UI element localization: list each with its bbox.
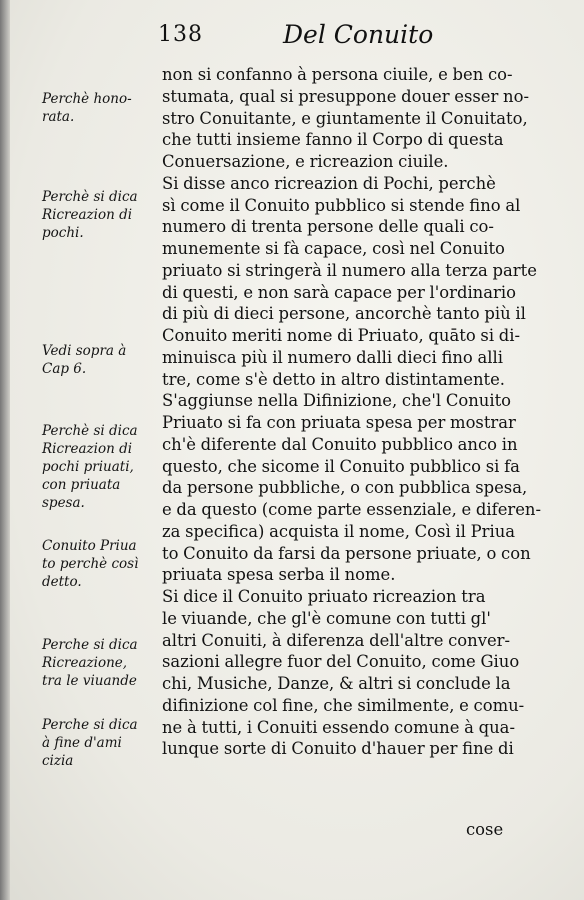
text-line: non si confanno à persona ciuile, e ben co-	[162, 65, 513, 84]
text-line: ch'è diferente dal Conuito pubblico anco in	[162, 434, 518, 454]
margin-note: Perche si dica Ricreazione, tra le viuande	[42, 637, 138, 689]
text-line: Priuato si fa con priuata spesa per mostrar	[162, 413, 516, 432]
text-line: di questi, e non sarà capace per l'ordinario	[162, 282, 516, 302]
margin-note: Perchè si dica Ricreazion di pochi priuati, con priuata spesa.	[42, 423, 138, 511]
text-line: priuato si stringerà il numero alla terza parte	[162, 260, 537, 280]
text-line: munemente si fà capace, così nel Conuito	[162, 239, 505, 258]
page-header	[0, 22, 584, 62]
text-line: Conuersazione, e ricreazion ciuile.	[162, 152, 449, 171]
text-line: sazioni allegre fuor del Conuito, come Giuo	[162, 652, 520, 672]
text-line: lunque sorte di Conuito d'hauer per fine di	[162, 739, 514, 759]
text-line: e da questo (come parte essenziale, e diferen-	[162, 500, 542, 519]
running-title: Del Conuito	[283, 20, 434, 49]
text-line: di più di dieci persone, ancorchè tanto più il	[162, 304, 526, 324]
gutter-shadow	[0, 0, 10, 900]
page-number: 138	[158, 22, 203, 47]
text-line: za specifica) acquista il nome, Così il Priua	[162, 521, 516, 541]
text-line: stumata, qual si presuppone douer esser no-	[162, 86, 529, 106]
text-line: S'aggiunse nella Difinizione, che'l Conuito	[162, 391, 512, 411]
text-line: stro Conuitante, e giuntamente il Conuitato,	[162, 108, 528, 128]
text-line: ne à tutti, i Conuiti essendo comune à qua-	[162, 717, 515, 737]
text-line: sì come il Conuito pubblico si stende fino al	[162, 195, 521, 215]
text-line: to Conuito da farsi da persone priuate, o con	[162, 543, 531, 563]
margin-note: Perche si dica à fine d'ami cizia	[42, 717, 138, 769]
text-line: Si dice il Conuito priuato ricreazion tra	[162, 587, 486, 606]
text-line: priuata spesa serba il nome.	[162, 565, 396, 585]
text-line: questo, che sicome il Conuito pubblico si fa	[162, 456, 520, 476]
text-line: difinizione col fine, che similmente, e comu-	[162, 695, 525, 715]
text-line: Conuito meriti nome di Priuato, quāto si di-	[162, 326, 521, 345]
text-line: che tutti insieme fanno il Corpo di questa	[162, 130, 504, 150]
text-line: altri Conuiti, à diferenza dell'altre conver-	[162, 630, 511, 650]
text-line: le viuande, che gl'è comune con tutti gl'	[162, 608, 491, 628]
main-text-block	[162, 64, 542, 760]
text-line: chi, Musiche, Danze, & altri si conclude la	[162, 674, 511, 693]
catchword: cose	[466, 820, 504, 839]
margin-note: Vedi sopra à Cap 6.	[42, 343, 127, 377]
text-line: Si disse anco ricreazion di Pochi, perchè	[162, 173, 496, 193]
text-line: minuisca più il numero dalli dieci fino alli	[162, 347, 504, 367]
text-line: numero di trenta persone delle quali co-	[162, 217, 494, 237]
margin-note: Perchè si dica Ricreazion di pochi.	[42, 189, 138, 241]
margin-note: Perchè hono- rata.	[42, 91, 132, 125]
text-line: da persone pubbliche, o con pubblica spesa,	[162, 478, 528, 498]
margin-note: Conuito Priua to perchè così detto.	[42, 538, 139, 590]
text-line: tre, come s'è detto in altro distintamente.	[162, 369, 506, 389]
